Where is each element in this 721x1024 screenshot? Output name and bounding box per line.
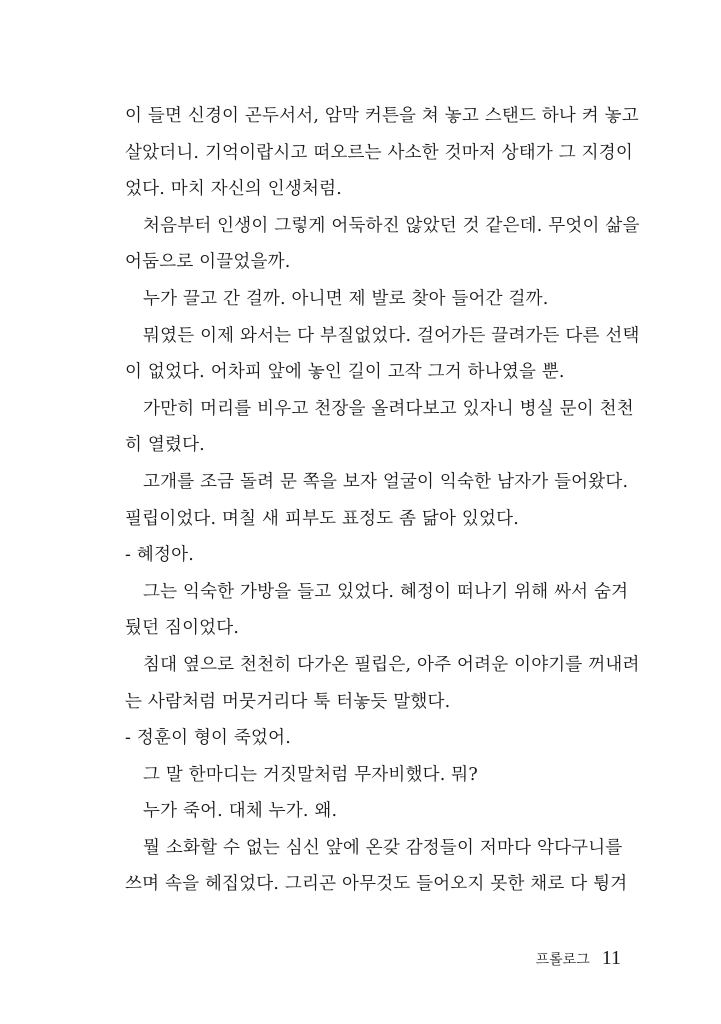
text-line: 침대 옆으로 천천히 다가온 필립은, 아주 어려운 이야기를 꺼내려 [143, 654, 640, 675]
text-line: 이 들면 신경이 곤두서서, 암막 커튼을 쳐 놓고 스탠드 하나 켜 놓고 [125, 106, 639, 126]
chapter-title: 프롤로그 [535, 952, 590, 968]
text-line: 어둠으로 이끌었을까. [125, 252, 291, 273]
text-line: 었다. 마치 자신의 인생처럼. [125, 179, 342, 200]
text-line: 살았더니. 기억이랍시고 떠오르는 사소한 것마저 상태가 그 지경이 [125, 142, 633, 163]
text-line: 쓰며 속을 헤집었다. 그리곤 아무것도 들어오지 못한 채로 다 튕겨 [125, 874, 628, 895]
text-line: 누가 끌고 간 걸까. 아니면 제 발로 찾아 들어간 걸까. [143, 288, 549, 309]
text-line: 뒀던 짐이었다. [125, 618, 240, 639]
text-line: 그 말 한마디는 거짓말처럼 무자비했다. 뭐? [143, 764, 478, 785]
text-line: 처음부터 인생이 그렇게 어둑하진 않았던 것 같은데. 무엇이 삶을 [143, 215, 640, 236]
text-line: 고개를 조금 돌려 문 쪽을 보자 얼굴이 익숙한 남자가 들어왔다. [143, 471, 629, 492]
text-line: 이 없었다. 어차피 앞에 놓인 길이 고작 그거 하나였을 뿐. [125, 362, 565, 383]
text-line: 필립이었다. 며칠 새 피부도 표정도 좀 닮아 있었다. [125, 508, 519, 529]
text-line: 뭘 소화할 수 없는 심신 앞에 온갖 감정들이 저마다 악다구니를 [143, 837, 623, 858]
text-line: 뭐였든 이제 와서는 다 부질없었다. 걸어가든 끌려가든 다른 선택 [143, 325, 640, 346]
text-line: 는 사람처럼 머뭇거리다 툭 터놓듯 말했다. [125, 691, 451, 712]
text-line: 누가 죽어. 대체 누가. 왜. [143, 801, 338, 822]
text-line: - 혜정아. [125, 545, 194, 566]
text-line: 그는 익숙한 가방을 들고 있었다. 혜정이 떠나기 위해 싸서 숨겨 [143, 581, 629, 602]
text-line: 가만히 머리를 비우고 천장을 올려다보고 있자니 병실 문이 천천 [143, 398, 634, 419]
page-body [125, 98, 640, 903]
text-line: 히 열렸다. [125, 435, 205, 456]
text-line: - 정훈이 형이 죽었어. [125, 728, 292, 749]
page-number: 11 [601, 947, 621, 969]
page-footer [536, 947, 621, 970]
